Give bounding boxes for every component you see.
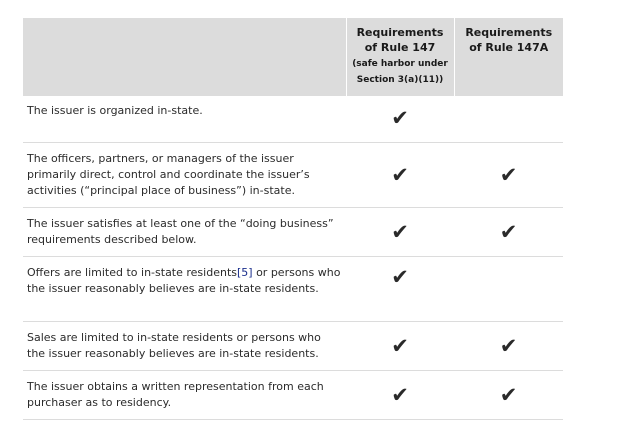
header-rule-147 (346, 18, 454, 96)
row-description-end: or persons who the issuer reasonably believes are in-state residents. (27, 266, 341, 295)
check-icon: ✔ (454, 371, 563, 420)
check-icon: ✔ (454, 143, 563, 208)
row-description (23, 257, 346, 322)
check-icon: ✔ (346, 257, 454, 322)
table-row (23, 322, 563, 371)
empty-cell (454, 257, 563, 322)
table-header-row (23, 18, 563, 96)
row-description: The issuer satisfies at least one of the “doing business” requirements described below. (23, 208, 346, 257)
check-icon: ✔ (346, 96, 454, 143)
row-description: The officers, partners, or managers of the issuer primarily direct, control and coordinate the issuer’s activities (“principal place of business”) in-state. (23, 143, 346, 208)
row-description-start: Offers are limited to in-state residents (27, 266, 237, 279)
row-description: The issuer is organized in-state. (23, 96, 346, 143)
check-icon: ✔ (346, 208, 454, 257)
header-rule-147-title: Requirements of Rule 147 (356, 26, 444, 54)
requirements-table-container (23, 18, 563, 420)
check-icon: ✔ (346, 322, 454, 371)
row-description: The issuer obtains a written representation from each purchaser as to residency. (23, 371, 346, 420)
table-row (23, 143, 563, 208)
check-icon: ✔ (346, 371, 454, 420)
table-row (23, 371, 563, 420)
check-icon: ✔ (346, 143, 454, 208)
footnote-link[interactable]: [5] (236, 266, 253, 279)
header-rule-147-subtitle: (safe harbor under Section 3(a)(11)) (352, 59, 448, 85)
row-description: Sales are limited to in-state residents or persons who the issuer reasonably believes are in-state residents. (23, 322, 346, 371)
table-row (23, 96, 563, 143)
check-icon: ✔ (454, 322, 563, 371)
check-icon: ✔ (454, 208, 563, 257)
table-row (23, 257, 563, 322)
table-row (23, 208, 563, 257)
header-rule-147a: Requirements of Rule 147A (454, 18, 563, 96)
requirements-table (23, 18, 563, 420)
empty-cell (454, 96, 563, 143)
header-description (23, 18, 346, 96)
